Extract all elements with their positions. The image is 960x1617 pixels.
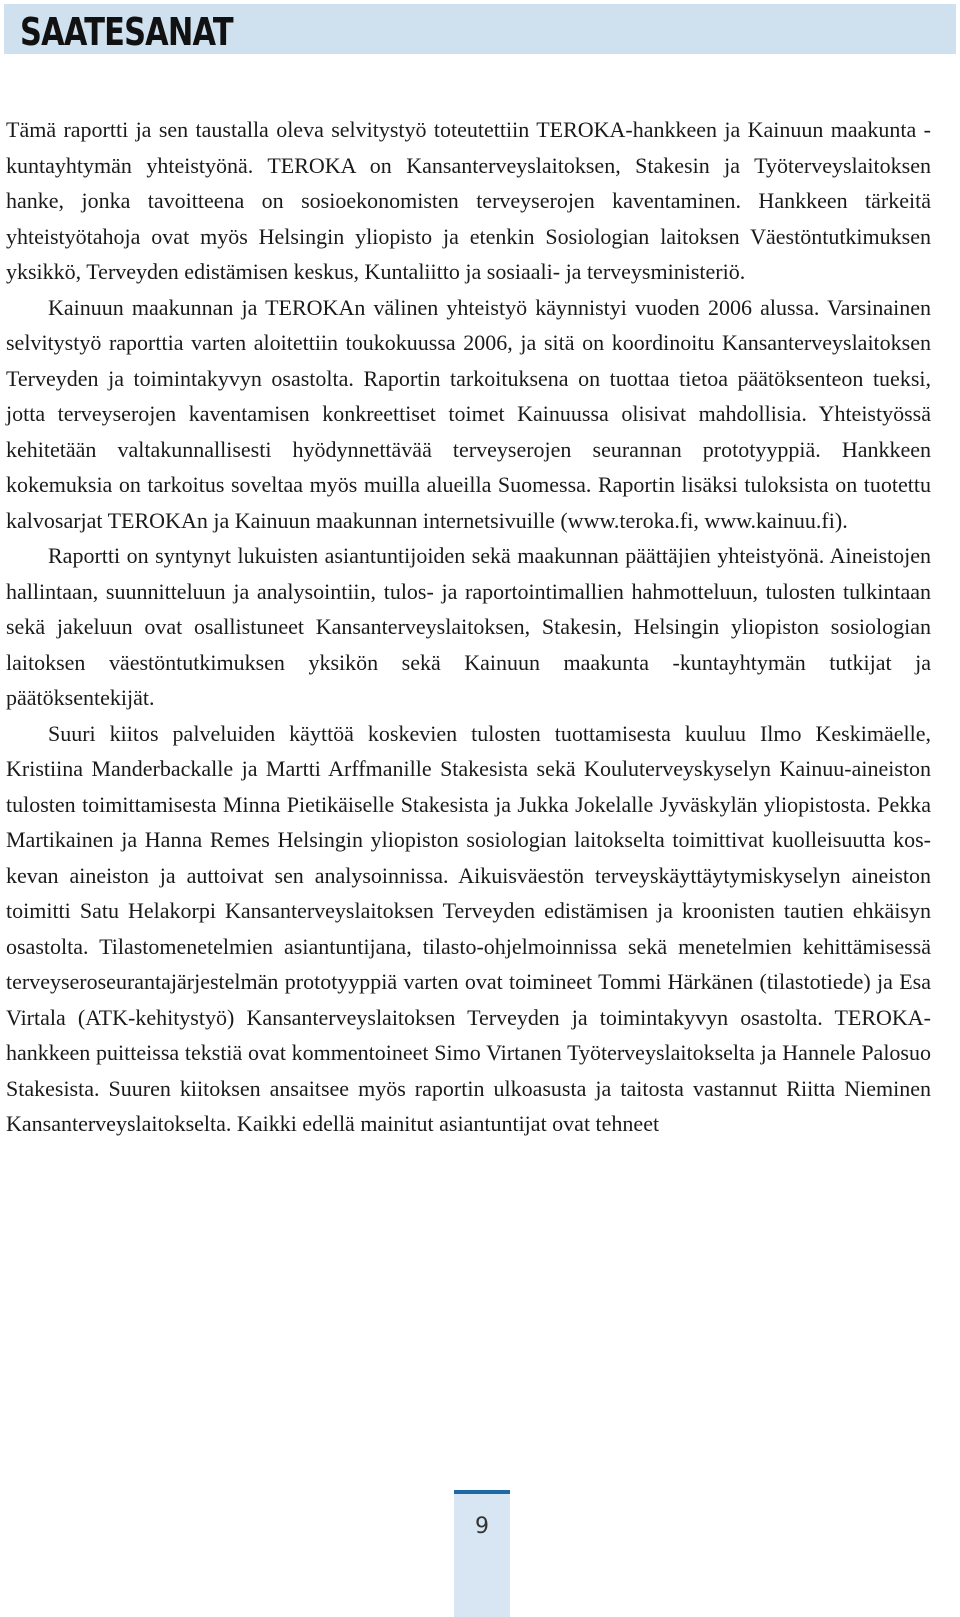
- section-header-band: [4, 4, 956, 54]
- paragraph-4: Suuri kiitos palveluiden käyttöä koskevien tulosten tuottamisesta kuuluu Ilmo Keskimäelle, Kristiina Manderbackalle ja Martti Arffmanille Stakesista sekä Kouluterveyskyselyn Kainuu-aineiston tulosten toimittamisesta Minna Pietikäiselle Stakesista ja Jukka Jokelalle Jyväskylän yliopistosta. Pekka Martikainen ja Hanna Remes Helsingin yliopiston sosiologian laitokselta toimittivat kuolleisuutta koskevan aineiston ja auttoivat sen analysoinnissa. Aikuisväestön terveyskäyttäytymiskyselyn aineiston toimitti Satu Helakorpi Kansanterveyslaitoksen Terveyden edistämisen ja kroonisten tautien ehkäisyn osastolta. Tilastomenetelmien asiantuntijana, tilasto-ohjelmoinnissa sekä menetelmien kehittämisessä terveyseroseurantajärjestelmän prototyyppiä varten ovat toimineet Tommi Härkänen (tilastotiede) ja Esa Virtala (ATK-kehitystyö) Kansanterveyslaitoksen Terveyden ja toimintakyvyn osastolta. TEROKA-hankkeen puitteissa tekstiä ovat kommentoineet Simo Virtanen Työterveyslaitokselta ja Hannele Palosuo Stakesista. Suuren kiitoksen ansaitsee myös raportin ulkoasusta ja taitosta vastannut Riitta Nieminen Kansanterveyslaitokselta. Kaikki edellä mainitut asiantuntijat ovat tehneet: [6, 720, 931, 1136]
- section-title: SAATESANAT: [20, 10, 233, 54]
- page-number: 9: [475, 1514, 489, 1539]
- page-number-tab: [454, 1490, 510, 1617]
- paragraph-3: Raportti on syntynyt lukuisten asiantuntijoiden sekä maakunnan päättäjien yhteistyönä. Aineistojen hallintaan, suunnitteluun ja analysointiin, tulos- ja raportointimallien hahmotteluun, tulosten tulkintaan sekä jakeluun ovat osallistuneet Kansanterveyslaitoksen, Stakesin, Helsingin yliopiston sosiologian laitoksen väestöntutkimuksen yksikön sekä Kainuun maakunta -kuntayhtymän tutkijat ja päätöksentekijät.: [6, 543, 931, 710]
- body-text: [6, 112, 931, 1142]
- paragraph-2: Kainuun maakunnan ja TEROKAn välinen yhteistyö käynnistyi vuoden 2006 alussa. Varsinainen selvitystyö raporttia varten aloitettiin toukokuussa 2006, ja sitä on koordinoitu Kansanterveyslaitoksen Terveyden ja toimintakyvyn osastolta. Raportin tarkoituksena on tuottaa tietoa päätöksenteon tueksi, jotta terveyserojen kaventamisen konkreettiset toimet Kainuussa olisivat mahdollisia. Yhteistyössä kehitetään valtakunnallisesti hyödynnettävää terveyserojen seurannan prototyyppiä. Hankkeen kokemuksia on tarkoitus soveltaa myös muilla alueilla Suomessa. Raportin lisäksi tuloksista on tuotettu kalvosarjat TEROKAn ja Kainuun maakunnan internetsivuille (www.teroka.fi, www.kainuu.fi).: [6, 294, 931, 533]
- paragraph-1: Tämä raportti ja sen taustalla oleva selvitystyö toteutettiin TEROKA-hankkeen ja Kainuun maakunta -kuntayhtymän yhteistyönä. TEROKA on Kansanterveyslaitoksen, Stakesin ja Työterveyslaitoksen hanke, jonka tavoitteena on sosioekonomisten terveyserojen kaventaminen. Hankkeen tärkeitä yhteistyötahoja ovat myös Helsingin yliopisto ja etenkin Sosiologian laitoksen Väestöntutkimuksen yksikkö, Terveyden edistämisen keskus, Kuntaliitto ja sosiaali- ja terveysministeriö.: [6, 117, 931, 284]
